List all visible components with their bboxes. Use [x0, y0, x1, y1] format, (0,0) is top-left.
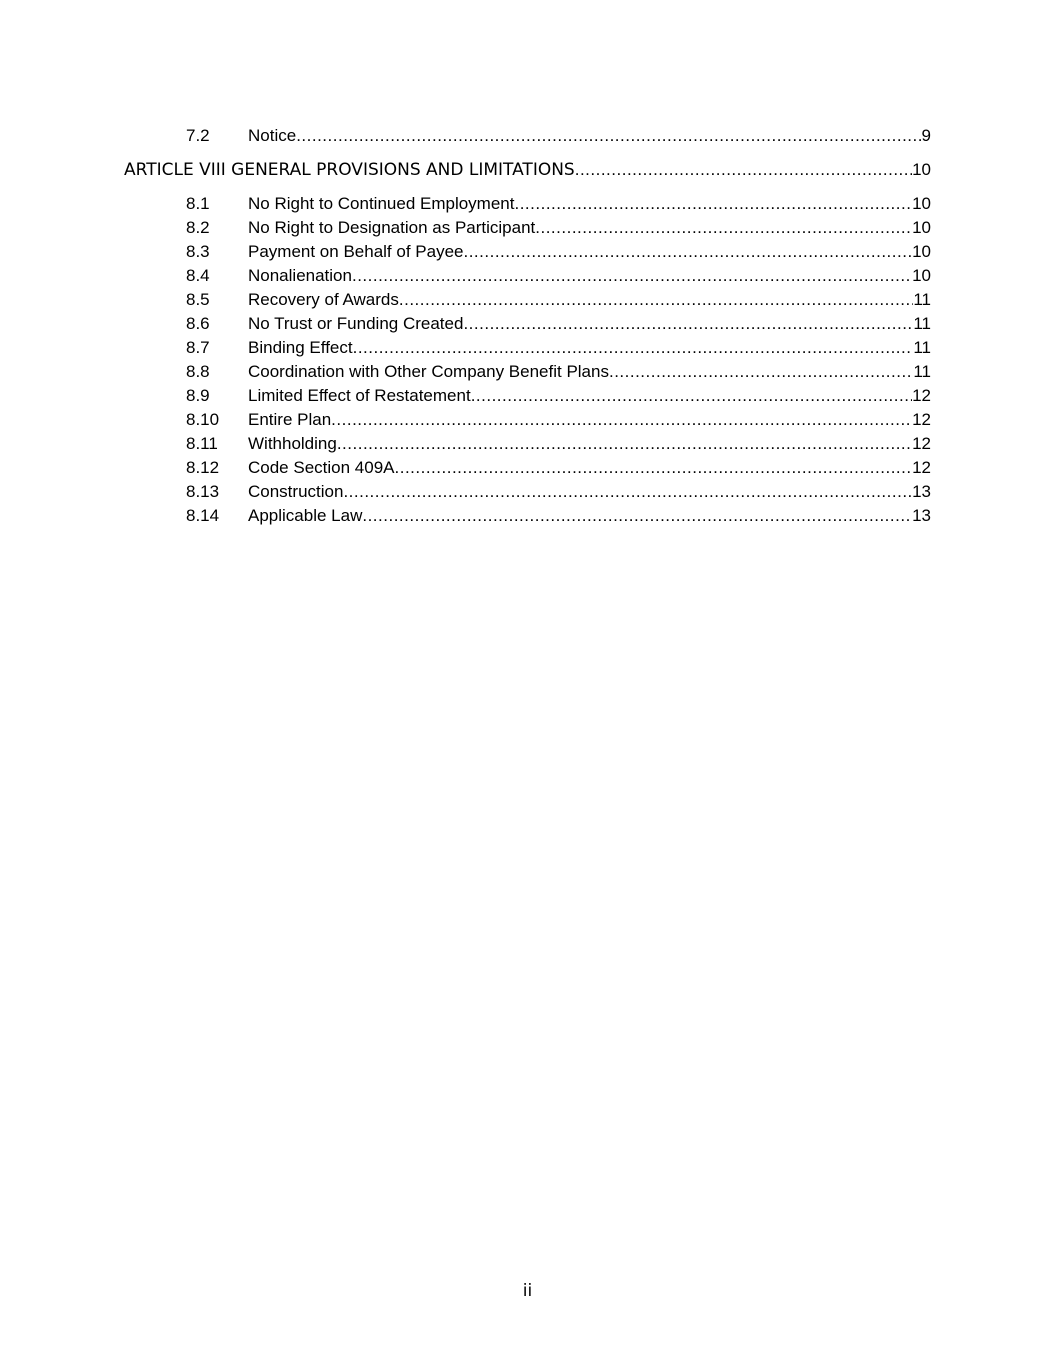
- dot-leader: [353, 336, 914, 360]
- dot-leader: [343, 480, 912, 504]
- dot-leader: [395, 456, 913, 480]
- dot-leader: [575, 158, 912, 182]
- toc-page-number: 11: [913, 290, 931, 309]
- toc-section-number: 8.9: [186, 386, 210, 405]
- toc-page-number: 12: [912, 434, 931, 453]
- toc-section-number: 8.1: [186, 194, 210, 213]
- toc-section-title: Entire Plan: [248, 410, 332, 429]
- dot-leader: [331, 408, 912, 432]
- dot-leader: [535, 216, 912, 240]
- toc-page-number: 10: [912, 266, 931, 285]
- toc-section-title: Construction: [248, 482, 344, 501]
- dot-leader: [463, 312, 913, 336]
- toc-entry-8-9[interactable]: [0, 384, 1055, 408]
- dot-leader: [399, 288, 913, 312]
- toc-section-title: Applicable Law: [248, 506, 363, 525]
- toc-section-title: Limited Effect of Restatement: [248, 386, 471, 405]
- toc-section-number: 8.12: [186, 458, 220, 477]
- toc-page-number: 12: [912, 386, 931, 405]
- toc-section-title: Recovery of Awards: [248, 290, 399, 309]
- toc-section-title: No Right to Continued Employment: [248, 194, 515, 213]
- toc-section-number: 8.6: [186, 314, 210, 333]
- toc-entry-8-2[interactable]: [0, 216, 1055, 240]
- toc-page-number: 11: [913, 362, 931, 381]
- dot-leader: [296, 124, 921, 148]
- dot-leader: [362, 504, 912, 528]
- toc-page-number: 12: [912, 410, 931, 429]
- toc-section-number: 8.11: [186, 434, 218, 453]
- toc-page-number: 13: [912, 506, 931, 525]
- toc-page-number: 9: [921, 126, 931, 145]
- toc-entry-8-1[interactable]: [0, 192, 1055, 216]
- dot-leader: [337, 432, 912, 456]
- toc-article-title: ARTICLE VIII GENERAL PROVISIONS AND LIMITATIONS: [124, 160, 575, 180]
- toc-section-title: Code Section 409A: [248, 458, 395, 477]
- toc-entry-8-3[interactable]: [0, 240, 1055, 264]
- toc-entry-8-4[interactable]: [0, 264, 1055, 288]
- toc-section-title: Withholding: [248, 434, 337, 453]
- toc-entry-8-13[interactable]: [0, 480, 1055, 504]
- toc-section-number: 8.3: [186, 242, 210, 261]
- toc-section-title: No Trust or Funding Created: [248, 314, 464, 333]
- toc-page-number: 10: [912, 242, 931, 261]
- page-footer-number: ii: [522, 1281, 533, 1301]
- dot-leader: [609, 360, 913, 384]
- toc-page-number: 13: [912, 482, 931, 501]
- toc-section-number: 8.7: [186, 338, 210, 357]
- toc-entry-8-11[interactable]: [0, 432, 1055, 456]
- toc-entry-8-10[interactable]: [0, 408, 1055, 432]
- toc-section-title: Binding Effect: [248, 338, 353, 357]
- toc-section-number: 8.2: [186, 218, 210, 237]
- toc-section-title: Payment on Behalf of Payee: [248, 242, 464, 261]
- toc-section-number: 8.8: [186, 362, 210, 381]
- toc-entry-8-14[interactable]: [0, 504, 1055, 528]
- toc-section-title: No Right to Designation as Participant: [248, 218, 536, 237]
- toc-entry-8-5[interactable]: [0, 288, 1055, 312]
- toc-section-number: 8.10: [186, 410, 220, 429]
- toc-entry-8-7[interactable]: [0, 336, 1055, 360]
- toc-entry-8-8[interactable]: [0, 360, 1055, 384]
- toc-section-number: 8.5: [186, 290, 210, 309]
- toc-entry-8-6[interactable]: [0, 312, 1055, 336]
- toc-section-number: 8.14: [186, 506, 220, 525]
- toc-page-number: 10: [912, 218, 931, 237]
- toc-page-number: 10: [912, 194, 931, 213]
- toc-section-title: Nonalienation: [248, 266, 352, 285]
- toc-entry-8-12[interactable]: [0, 456, 1055, 480]
- toc-section-number: 8.13: [186, 482, 220, 501]
- dot-leader: [463, 240, 912, 264]
- toc-section-number: 7.2: [186, 126, 210, 145]
- dot-leader: [514, 192, 912, 216]
- toc-section-title: Coordination with Other Company Benefit Plans: [248, 362, 609, 381]
- dot-leader: [352, 264, 912, 288]
- toc-section-title: Notice: [248, 126, 297, 145]
- toc-page-number: 12: [912, 458, 931, 477]
- toc-page-number: 11: [913, 338, 931, 357]
- dot-leader: [471, 384, 912, 408]
- toc-section-number: 8.4: [186, 266, 210, 285]
- toc-article-viii[interactable]: [0, 158, 1055, 182]
- toc-entry-7-2[interactable]: [0, 124, 1055, 148]
- toc-page-number: 10: [912, 160, 931, 179]
- toc-page-number: 11: [913, 314, 931, 333]
